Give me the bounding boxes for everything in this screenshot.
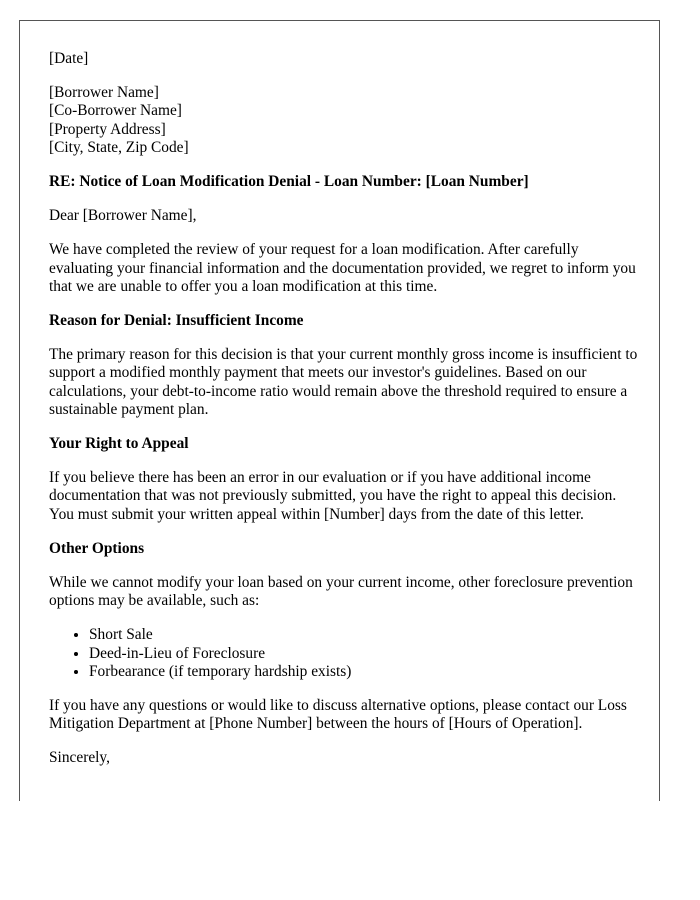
options-list (49, 626, 639, 681)
list-item: • Deed-in-Lieu of Foreclosure (89, 645, 639, 663)
address-property: [Property Address] (49, 120, 166, 138)
letter-container (19, 20, 660, 801)
recipient-address (49, 84, 639, 157)
options-paragraph: While we cannot modify your loan based on your current income, other foreclosure prevention options may be available, such as: (49, 574, 633, 610)
salutation: Dear [Borrower Name], (49, 207, 197, 225)
options-heading: Other Options (49, 539, 145, 557)
letter-date: [Date] (49, 50, 89, 67)
contact-paragraph: If you have any questions or would like to discuss alternative options, please contact our Loss Mitigation Department at [Phone Number] between the hours of [Hours of Operation]. (49, 697, 627, 733)
appeal-paragraph: If you believe there has been an error in our evaluation or if you have additional income documentation that was not previously submitted, you have the right to appeal this decision. You must submit your written appeal within [Number] days from the date of this letter. (49, 469, 617, 523)
subject-line: RE: Notice of Loan Modification Denial - Loan Number: [Loan Number] (49, 173, 529, 191)
letter-body (49, 50, 639, 768)
appeal-heading: Your Right to Appeal (49, 435, 189, 453)
list-item: • Short Sale (89, 626, 639, 644)
reason-heading: Reason for Denial: Insufficient Income (49, 312, 304, 330)
address-borrower-name: [Borrower Name] (49, 84, 159, 102)
address-city-state-zip: [City, State, Zip Code] (49, 138, 189, 156)
reason-paragraph: The primary reason for this decision is that your current monthly gross income is insufficient to support a modified monthly payment that meets our investor's guidelines. Based on our calculations, your debt-to-income ratio would remain above the threshold required to ensure a sustainable payment plan. (49, 346, 638, 418)
list-item: • Forbearance (if temporary hardship exists) (89, 663, 639, 681)
intro-paragraph: We have completed the review of your request for a loan modification. After carefully evaluating your financial information and the documentation provided, we regret to inform you that we are unable to offer you a loan modification at this time. (49, 241, 636, 295)
address-co-borrower-name: [Co-Borrower Name] (49, 102, 182, 120)
closing: Sincerely, (49, 749, 110, 767)
